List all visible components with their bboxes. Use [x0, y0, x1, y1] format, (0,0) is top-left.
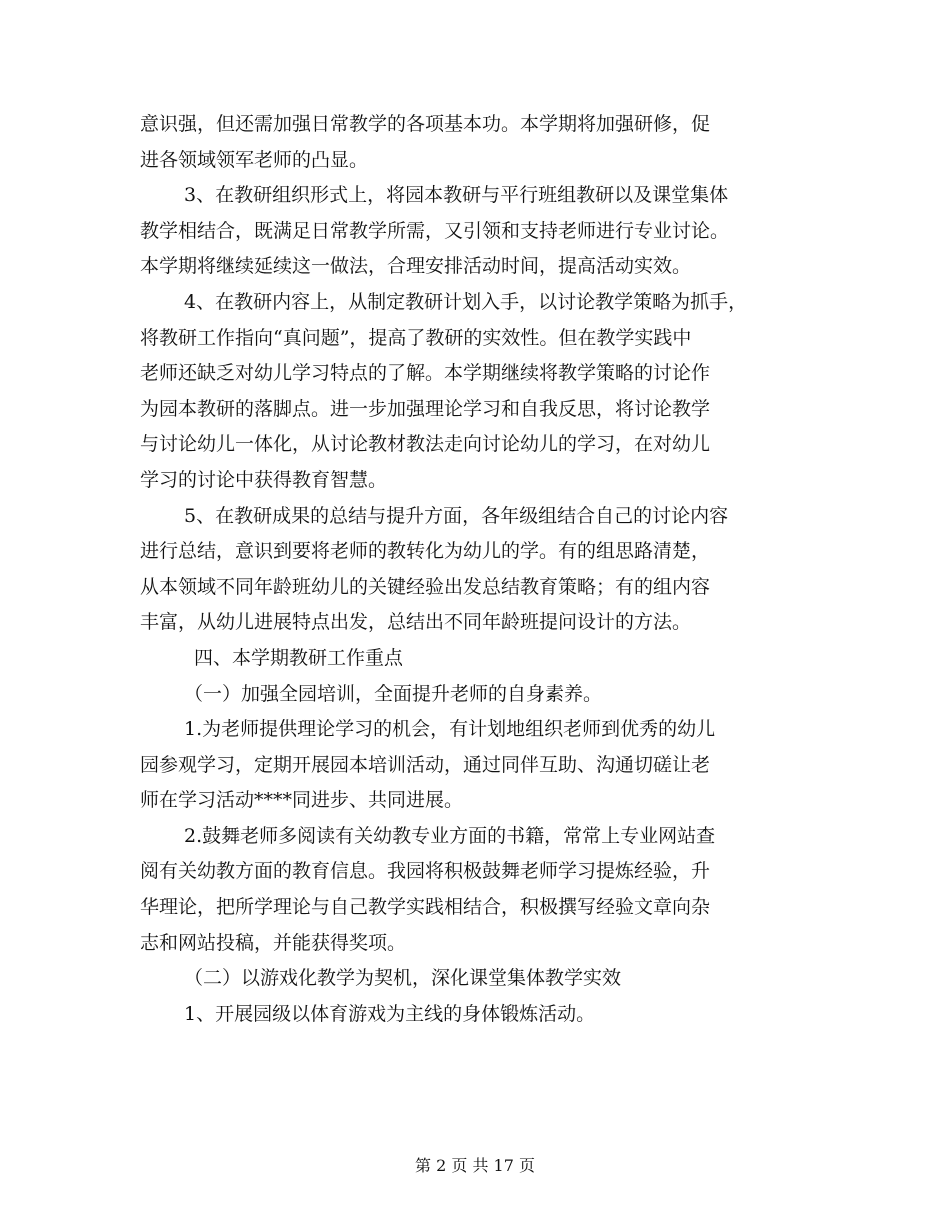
text-line: 阅有关幼教方面的教育信息。我园将积极鼓舞老师学习提炼经验，升	[140, 860, 711, 883]
text-line: 教学相结合，既满足日常教学所需，又引领和支持老师进行专业讨论。	[140, 219, 730, 242]
page-footer: 第 2 页 共 17 页	[415, 1156, 535, 1175]
text-line: 从本领域不同年龄班幼儿的关键经验出发总结教育策略；有的组内容	[140, 575, 711, 598]
text-line: 园参观学习，定期开展园本培训活动，通过同伴互助、沟通切磋让老	[140, 753, 711, 776]
text-line: 丰富，从幼儿进展特点出发，总结出不同年龄班提问设计的方法。	[140, 611, 692, 634]
text-line: 将教研工作指向“真问题”，提高了教研的实效性。但在教学实践中	[140, 326, 692, 349]
text-line: 为园本教研的落脚点。进一步加强理论学习和自我反思，将讨论教学	[140, 397, 711, 420]
text-line: 本学期将继续延续这一做法，合理安排活动时间，提高活动实效。	[140, 255, 692, 278]
text-line: 4、在教研内容上，从制定教研计划入手，以讨论教学策略为抓手，	[184, 290, 748, 313]
text-line: 老师还缺乏对幼儿学习特点的了解。本学期继续将教学策略的讨论作	[140, 362, 711, 385]
text-line: 华理论，把所学理论与自己教学实践相结合，积极撰写经验文章向杂	[140, 896, 711, 919]
text-line: 与讨论幼儿一体化，从讨论教材教法走向讨论幼儿的学习，在对幼儿	[140, 433, 711, 456]
text-line: 学习的讨论中获得教育智慧。	[140, 468, 388, 491]
text-line: 3、在教研组织形式上，将园本教研与平行班组教研以及课堂集体	[184, 184, 729, 207]
text-line: 意识强，但还需加强日常教学的各项基本功。本学期将加强研修，促	[140, 113, 711, 135]
text-line: 5、在教研成果的总结与提升方面，各年级组结合自己的讨论内容	[184, 504, 729, 527]
text-line: 1、开展园级以体育游戏为主线的身体锻炼活动。	[184, 1002, 596, 1025]
text-line: 四、本学期教研工作重点	[194, 646, 404, 669]
text-line: 师在学习活动****同进步、共同进展。	[140, 789, 464, 812]
text-line: 2.鼓舞老师多阅读有关幼教专业方面的书籍，常常上专业网站查	[184, 824, 716, 847]
text-line: （一）加强全园培训，全面提升老师的自身素养。	[184, 682, 603, 705]
text-line: 进行总结，意识到要将老师的教转化为幼儿的学。有的组思路清楚，	[140, 540, 711, 563]
document-body	[140, 107, 830, 1032]
text-line: 进各领域领军老师的凸显。	[140, 148, 369, 171]
text-line: 1.为老师提供理论学习的机会，有计划地组织老师到优秀的幼儿	[184, 718, 716, 741]
text-line: （二）以游戏化教学为契机，深化课堂集体教学实效	[184, 967, 622, 990]
text-line: 志和网站投稿，并能获得奖项。	[140, 931, 407, 954]
